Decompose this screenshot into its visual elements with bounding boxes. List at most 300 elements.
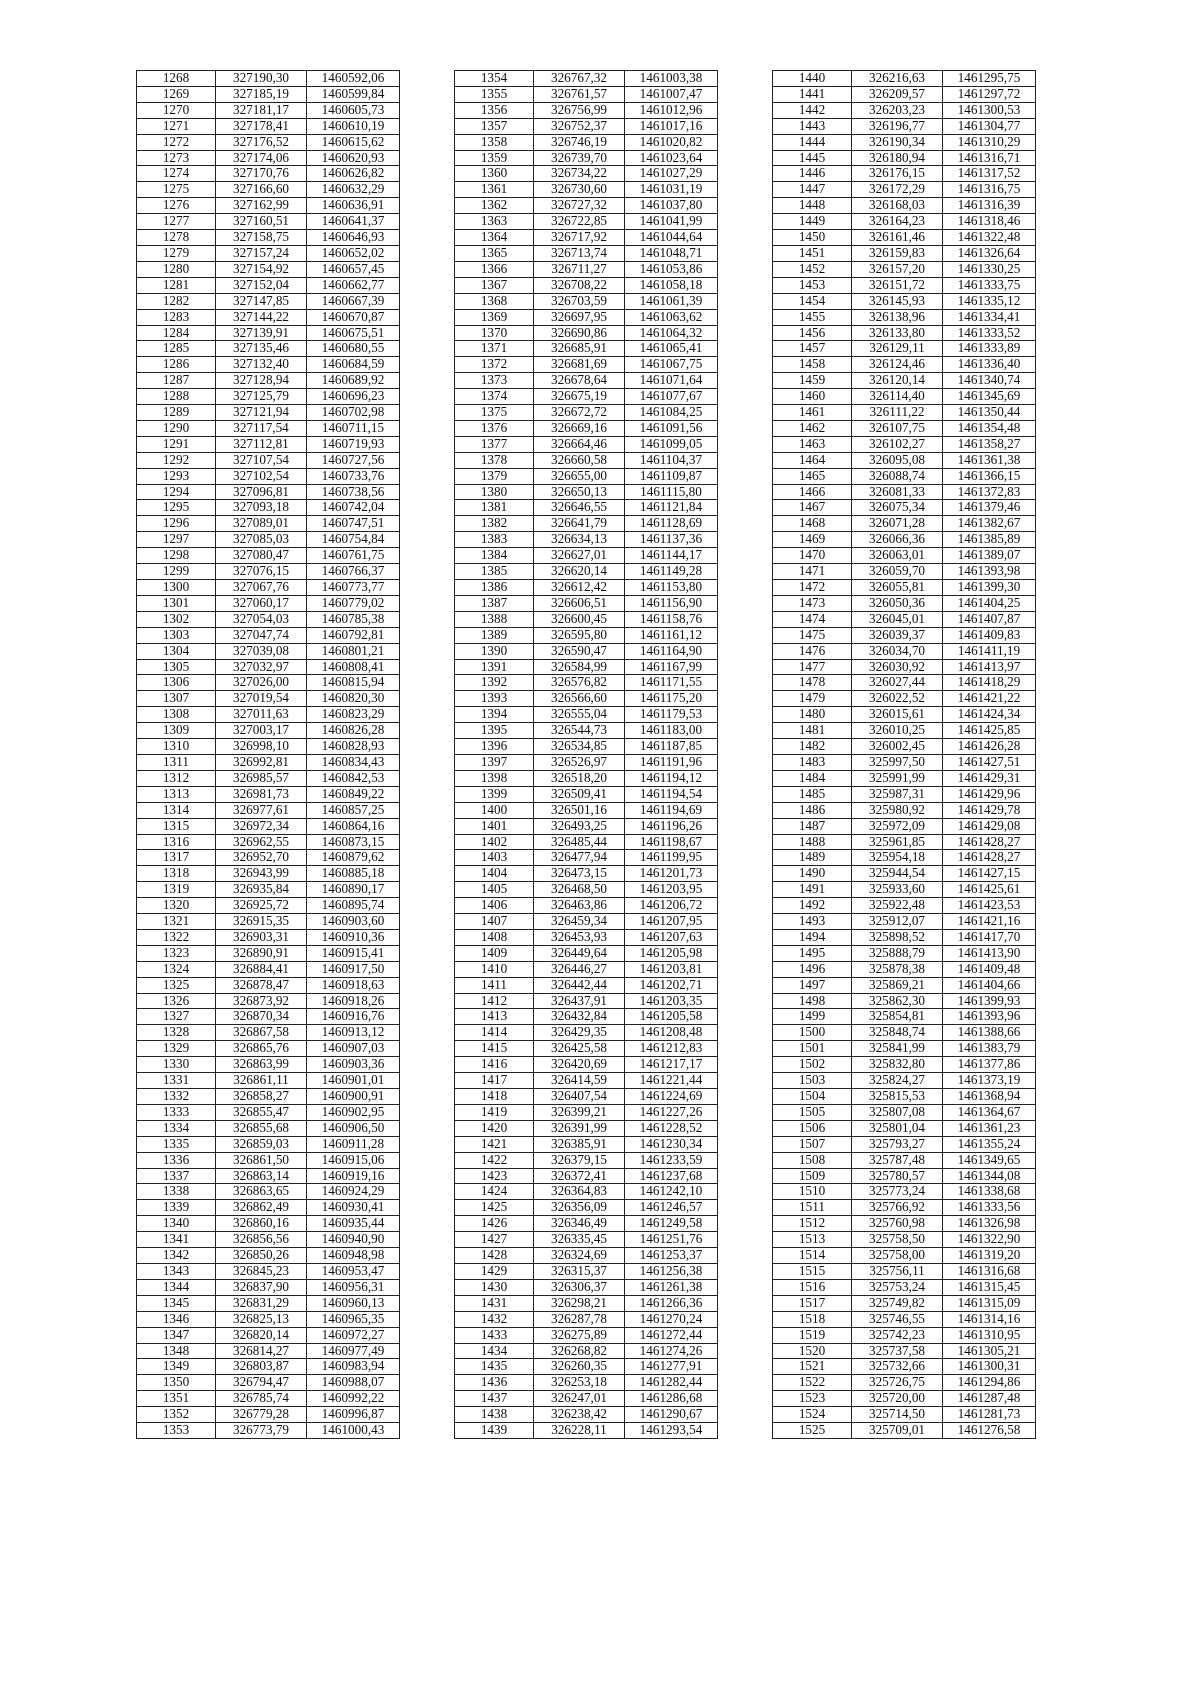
y-coordinate-cell: 1461084,25 [625, 405, 718, 421]
y-coordinate-cell: 1461364,67 [943, 1104, 1036, 1120]
y-coordinate-cell: 1460662,77 [307, 277, 400, 293]
point-number-cell: 1284 [137, 325, 216, 341]
x-coordinate-cell: 326855,68 [216, 1120, 307, 1136]
point-number-cell: 1414 [455, 1025, 534, 1041]
point-number-cell: 1517 [773, 1295, 852, 1311]
table-row [137, 675, 400, 691]
point-number-cell: 1367 [455, 277, 534, 293]
point-number-cell: 1333 [137, 1104, 216, 1120]
y-coordinate-cell: 1461304,77 [943, 118, 1036, 134]
x-coordinate-cell: 327032,97 [216, 659, 307, 675]
point-number-cell: 1317 [137, 850, 216, 866]
y-coordinate-cell: 1460641,37 [307, 214, 400, 230]
x-coordinate-cell: 326814,27 [216, 1343, 307, 1359]
table-row [773, 1375, 1036, 1391]
point-number-cell: 1381 [455, 500, 534, 516]
x-coordinate-cell: 326794,47 [216, 1375, 307, 1391]
table-row [773, 691, 1036, 707]
point-number-cell: 1464 [773, 452, 852, 468]
y-coordinate-cell: 1461428,27 [943, 850, 1036, 866]
x-coordinate-cell: 326739,70 [534, 150, 625, 166]
y-coordinate-cell: 1461037,80 [625, 198, 718, 214]
point-number-cell: 1395 [455, 723, 534, 739]
y-coordinate-cell: 1461272,44 [625, 1327, 718, 1343]
table-row [137, 325, 400, 341]
point-number-cell: 1358 [455, 134, 534, 150]
point-number-cell: 1315 [137, 818, 216, 834]
point-number-cell: 1311 [137, 754, 216, 770]
x-coordinate-cell: 326425,58 [534, 1041, 625, 1057]
table-row [137, 166, 400, 182]
y-coordinate-cell: 1460919,16 [307, 1168, 400, 1184]
point-number-cell: 1429 [455, 1263, 534, 1279]
y-coordinate-cell: 1461358,27 [943, 436, 1036, 452]
point-number-cell: 1468 [773, 516, 852, 532]
x-coordinate-cell: 326870,34 [216, 1009, 307, 1025]
table-row [773, 1025, 1036, 1041]
x-coordinate-cell: 326364,83 [534, 1184, 625, 1200]
y-coordinate-cell: 1460801,21 [307, 643, 400, 659]
point-number-cell: 1458 [773, 357, 852, 373]
y-coordinate-cell: 1461334,41 [943, 309, 1036, 325]
x-coordinate-cell: 326432,84 [534, 1009, 625, 1025]
table-row [773, 548, 1036, 564]
y-coordinate-cell: 1461149,28 [625, 564, 718, 580]
x-coordinate-cell: 326972,34 [216, 818, 307, 834]
point-number-cell: 1306 [137, 675, 216, 691]
table-row [455, 1263, 718, 1279]
table-row [137, 834, 400, 850]
x-coordinate-cell: 326493,25 [534, 818, 625, 834]
y-coordinate-cell: 1460689,92 [307, 373, 400, 389]
table-row [455, 420, 718, 436]
x-coordinate-cell: 326022,52 [852, 691, 943, 707]
table-row [137, 389, 400, 405]
y-coordinate-cell: 1461058,18 [625, 277, 718, 293]
y-coordinate-cell: 1461212,83 [625, 1041, 718, 1057]
table-row [137, 739, 400, 755]
table-row [773, 882, 1036, 898]
y-coordinate-cell: 1460953,47 [307, 1263, 400, 1279]
table-row [773, 389, 1036, 405]
y-coordinate-cell: 1461208,48 [625, 1025, 718, 1041]
x-coordinate-cell: 326850,26 [216, 1248, 307, 1264]
point-number-cell: 1400 [455, 802, 534, 818]
table-row [773, 166, 1036, 182]
table-row [137, 150, 400, 166]
point-number-cell: 1412 [455, 993, 534, 1009]
table-row [773, 214, 1036, 230]
y-coordinate-cell: 1460913,12 [307, 1025, 400, 1041]
point-number-cell: 1299 [137, 564, 216, 580]
point-number-cell: 1417 [455, 1073, 534, 1089]
x-coordinate-cell: 325972,09 [852, 818, 943, 834]
x-coordinate-cell: 326746,19 [534, 134, 625, 150]
y-coordinate-cell: 1460808,41 [307, 659, 400, 675]
table-row [773, 1041, 1036, 1057]
x-coordinate-cell: 325869,21 [852, 977, 943, 993]
y-coordinate-cell: 1460911,28 [307, 1136, 400, 1152]
table-row [137, 420, 400, 436]
y-coordinate-cell: 1461205,58 [625, 1009, 718, 1025]
x-coordinate-cell: 326027,44 [852, 675, 943, 691]
point-number-cell: 1365 [455, 245, 534, 261]
x-coordinate-cell: 326473,15 [534, 866, 625, 882]
table-row [137, 1152, 400, 1168]
x-coordinate-cell: 326045,01 [852, 611, 943, 627]
y-coordinate-cell: 1461368,94 [943, 1089, 1036, 1105]
y-coordinate-cell: 1460918,63 [307, 977, 400, 993]
table-row [137, 277, 400, 293]
point-number-cell: 1337 [137, 1168, 216, 1184]
point-number-cell: 1510 [773, 1184, 852, 1200]
y-coordinate-cell: 1461344,08 [943, 1168, 1036, 1184]
y-coordinate-cell: 1460754,84 [307, 532, 400, 548]
x-coordinate-cell: 326176,15 [852, 166, 943, 182]
table-row [773, 564, 1036, 580]
table-row [455, 770, 718, 786]
x-coordinate-cell: 326453,93 [534, 929, 625, 945]
x-coordinate-cell: 326034,70 [852, 643, 943, 659]
x-coordinate-cell: 327085,03 [216, 532, 307, 548]
point-number-cell: 1327 [137, 1009, 216, 1025]
point-number-cell: 1434 [455, 1343, 534, 1359]
x-coordinate-cell: 326590,47 [534, 643, 625, 659]
x-coordinate-cell: 326168,03 [852, 198, 943, 214]
y-coordinate-cell: 1461310,95 [943, 1327, 1036, 1343]
x-coordinate-cell: 326998,10 [216, 739, 307, 755]
x-coordinate-cell: 326717,92 [534, 230, 625, 246]
point-number-cell: 1407 [455, 914, 534, 930]
y-coordinate-cell: 1460680,55 [307, 341, 400, 357]
table-row [137, 1041, 400, 1057]
x-coordinate-cell: 326620,14 [534, 564, 625, 580]
table-row [773, 420, 1036, 436]
x-coordinate-cell: 326129,11 [852, 341, 943, 357]
x-coordinate-cell: 326407,54 [534, 1089, 625, 1105]
table-row [137, 1263, 400, 1279]
table-row [137, 357, 400, 373]
x-coordinate-cell: 326247,01 [534, 1391, 625, 1407]
point-number-cell: 1487 [773, 818, 852, 834]
point-number-cell: 1342 [137, 1248, 216, 1264]
point-number-cell: 1273 [137, 150, 216, 166]
x-coordinate-cell: 325854,81 [852, 1009, 943, 1025]
y-coordinate-cell: 1461242,10 [625, 1184, 718, 1200]
point-number-cell: 1426 [455, 1216, 534, 1232]
y-coordinate-cell: 1460620,93 [307, 150, 400, 166]
coordinate-table-2 [454, 70, 718, 1439]
point-number-cell: 1454 [773, 293, 852, 309]
x-coordinate-cell: 326063,01 [852, 548, 943, 564]
x-coordinate-cell: 326463,86 [534, 898, 625, 914]
table-row [455, 1232, 718, 1248]
y-coordinate-cell: 1461424,34 [943, 707, 1036, 723]
point-number-cell: 1305 [137, 659, 216, 675]
x-coordinate-cell: 326059,70 [852, 564, 943, 580]
y-coordinate-cell: 1461300,31 [943, 1359, 1036, 1375]
table-row [137, 945, 400, 961]
table-row [455, 977, 718, 993]
y-coordinate-cell: 1461429,96 [943, 786, 1036, 802]
x-coordinate-cell: 326675,19 [534, 389, 625, 405]
x-coordinate-cell: 326391,99 [534, 1120, 625, 1136]
table-row [455, 882, 718, 898]
y-coordinate-cell: 1461290,67 [625, 1407, 718, 1423]
table-row [455, 866, 718, 882]
point-number-cell: 1291 [137, 436, 216, 452]
table-row [137, 230, 400, 246]
y-coordinate-cell: 1461393,98 [943, 564, 1036, 580]
x-coordinate-cell: 326145,93 [852, 293, 943, 309]
x-coordinate-cell: 326727,32 [534, 198, 625, 214]
table-row [137, 1311, 400, 1327]
x-coordinate-cell: 325760,98 [852, 1216, 943, 1232]
point-number-cell: 1318 [137, 866, 216, 882]
point-number-cell: 1467 [773, 500, 852, 516]
point-number-cell: 1371 [455, 341, 534, 357]
y-coordinate-cell: 1461300,53 [943, 102, 1036, 118]
point-number-cell: 1303 [137, 627, 216, 643]
point-number-cell: 1444 [773, 134, 852, 150]
x-coordinate-cell: 327121,94 [216, 405, 307, 421]
point-number-cell: 1275 [137, 182, 216, 198]
point-number-cell: 1316 [137, 834, 216, 850]
table-row [773, 595, 1036, 611]
x-coordinate-cell: 327157,24 [216, 245, 307, 261]
table-row [455, 723, 718, 739]
x-coordinate-cell: 326015,61 [852, 707, 943, 723]
point-number-cell: 1492 [773, 898, 852, 914]
y-coordinate-cell: 1461427,51 [943, 754, 1036, 770]
point-number-cell: 1373 [455, 373, 534, 389]
table-row [137, 1375, 400, 1391]
table-row [137, 786, 400, 802]
y-coordinate-cell: 1460916,76 [307, 1009, 400, 1025]
point-number-cell: 1340 [137, 1216, 216, 1232]
x-coordinate-cell: 326306,37 [534, 1279, 625, 1295]
point-number-cell: 1346 [137, 1311, 216, 1327]
x-coordinate-cell: 326157,20 [852, 261, 943, 277]
y-coordinate-cell: 1461203,81 [625, 961, 718, 977]
y-coordinate-cell: 1461286,68 [625, 1391, 718, 1407]
table-row [773, 1248, 1036, 1264]
y-coordinate-cell: 1461281,73 [943, 1407, 1036, 1423]
y-coordinate-cell: 1461293,54 [625, 1423, 718, 1439]
x-coordinate-cell: 327190,30 [216, 71, 307, 87]
table-row [773, 436, 1036, 452]
x-coordinate-cell: 327174,06 [216, 150, 307, 166]
x-coordinate-cell: 326161,46 [852, 230, 943, 246]
x-coordinate-cell: 326697,95 [534, 309, 625, 325]
table-row [455, 1279, 718, 1295]
point-number-cell: 1384 [455, 548, 534, 564]
point-number-cell: 1479 [773, 691, 852, 707]
x-coordinate-cell: 326711,27 [534, 261, 625, 277]
x-coordinate-cell: 326669,16 [534, 420, 625, 436]
table-row [773, 993, 1036, 1009]
point-number-cell: 1457 [773, 341, 852, 357]
point-number-cell: 1516 [773, 1279, 852, 1295]
table-row [455, 818, 718, 834]
table-row [455, 1327, 718, 1343]
point-number-cell: 1310 [137, 739, 216, 755]
point-number-cell: 1272 [137, 134, 216, 150]
x-coordinate-cell: 326837,90 [216, 1279, 307, 1295]
y-coordinate-cell: 1460719,93 [307, 436, 400, 452]
x-coordinate-cell: 325912,07 [852, 914, 943, 930]
y-coordinate-cell: 1461227,26 [625, 1104, 718, 1120]
point-number-cell: 1493 [773, 914, 852, 930]
point-number-cell: 1334 [137, 1120, 216, 1136]
table-row [773, 1423, 1036, 1439]
point-number-cell: 1518 [773, 1311, 852, 1327]
y-coordinate-cell: 1461428,27 [943, 834, 1036, 850]
point-number-cell: 1406 [455, 898, 534, 914]
point-number-cell: 1378 [455, 452, 534, 468]
y-coordinate-cell: 1461333,52 [943, 325, 1036, 341]
point-number-cell: 1460 [773, 389, 852, 405]
x-coordinate-cell: 326655,00 [534, 468, 625, 484]
y-coordinate-cell: 1461206,72 [625, 898, 718, 914]
table-row [137, 961, 400, 977]
y-coordinate-cell: 1461256,38 [625, 1263, 718, 1279]
table-row [455, 802, 718, 818]
table-row [773, 134, 1036, 150]
x-coordinate-cell: 326209,57 [852, 86, 943, 102]
y-coordinate-cell: 1461429,31 [943, 770, 1036, 786]
point-number-cell: 1372 [455, 357, 534, 373]
point-number-cell: 1363 [455, 214, 534, 230]
y-coordinate-cell: 1461326,64 [943, 245, 1036, 261]
y-coordinate-cell: 1460834,43 [307, 754, 400, 770]
y-coordinate-cell: 1461067,75 [625, 357, 718, 373]
table-row [455, 945, 718, 961]
y-coordinate-cell: 1461429,08 [943, 818, 1036, 834]
x-coordinate-cell: 326010,25 [852, 723, 943, 739]
x-coordinate-cell: 327125,79 [216, 389, 307, 405]
y-coordinate-cell: 1461427,15 [943, 866, 1036, 882]
table-row [137, 580, 400, 596]
y-coordinate-cell: 1461399,30 [943, 580, 1036, 596]
table-row [455, 341, 718, 357]
x-coordinate-cell: 327158,75 [216, 230, 307, 246]
y-coordinate-cell: 1461335,12 [943, 293, 1036, 309]
point-number-cell: 1357 [455, 118, 534, 134]
y-coordinate-cell: 1461063,62 [625, 309, 718, 325]
y-coordinate-cell: 1461385,89 [943, 532, 1036, 548]
y-coordinate-cell: 1460626,82 [307, 166, 400, 182]
x-coordinate-cell: 326785,74 [216, 1391, 307, 1407]
table-row [137, 484, 400, 500]
point-number-cell: 1321 [137, 914, 216, 930]
point-number-cell: 1279 [137, 245, 216, 261]
y-coordinate-cell: 1461228,52 [625, 1120, 718, 1136]
y-coordinate-cell: 1461205,98 [625, 945, 718, 961]
x-coordinate-cell: 325815,53 [852, 1089, 943, 1105]
point-number-cell: 1287 [137, 373, 216, 389]
x-coordinate-cell: 326114,40 [852, 389, 943, 405]
table-row [773, 818, 1036, 834]
x-coordinate-cell: 326095,08 [852, 452, 943, 468]
x-coordinate-cell: 326446,27 [534, 961, 625, 977]
point-number-cell: 1499 [773, 1009, 852, 1025]
point-number-cell: 1359 [455, 150, 534, 166]
x-coordinate-cell: 326873,92 [216, 993, 307, 1009]
y-coordinate-cell: 1461326,98 [943, 1216, 1036, 1232]
x-coordinate-cell: 326534,85 [534, 739, 625, 755]
point-number-cell: 1481 [773, 723, 852, 739]
x-coordinate-cell: 326860,16 [216, 1216, 307, 1232]
point-number-cell: 1280 [137, 261, 216, 277]
table-row [137, 866, 400, 882]
y-coordinate-cell: 1461270,24 [625, 1311, 718, 1327]
table-row [137, 1359, 400, 1375]
table-row [773, 293, 1036, 309]
y-coordinate-cell: 1461179,53 [625, 707, 718, 723]
point-number-cell: 1448 [773, 198, 852, 214]
table-row [137, 500, 400, 516]
table-row [137, 1232, 400, 1248]
table-row [773, 580, 1036, 596]
y-coordinate-cell: 1461316,71 [943, 150, 1036, 166]
y-coordinate-cell: 1460773,77 [307, 580, 400, 596]
table-row [455, 1152, 718, 1168]
point-number-cell: 1356 [455, 102, 534, 118]
x-coordinate-cell: 325793,27 [852, 1136, 943, 1152]
y-coordinate-cell: 1460960,13 [307, 1295, 400, 1311]
y-coordinate-cell: 1460917,50 [307, 961, 400, 977]
table-row [773, 325, 1036, 341]
y-coordinate-cell: 1460711,15 [307, 420, 400, 436]
y-coordinate-cell: 1460907,03 [307, 1041, 400, 1057]
y-coordinate-cell: 1461354,48 [943, 420, 1036, 436]
point-number-cell: 1513 [773, 1232, 852, 1248]
point-number-cell: 1410 [455, 961, 534, 977]
point-number-cell: 1453 [773, 277, 852, 293]
y-coordinate-cell: 1461266,36 [625, 1295, 718, 1311]
y-coordinate-cell: 1461171,55 [625, 675, 718, 691]
y-coordinate-cell: 1460900,91 [307, 1089, 400, 1105]
y-coordinate-cell: 1461389,07 [943, 548, 1036, 564]
y-coordinate-cell: 1461194,54 [625, 786, 718, 802]
table-row [455, 786, 718, 802]
y-coordinate-cell: 1461077,67 [625, 389, 718, 405]
table-row [773, 1311, 1036, 1327]
y-coordinate-cell: 1461109,87 [625, 468, 718, 484]
point-number-cell: 1427 [455, 1232, 534, 1248]
table-row [773, 754, 1036, 770]
table-row [455, 675, 718, 691]
x-coordinate-cell: 326952,70 [216, 850, 307, 866]
x-coordinate-cell: 326730,60 [534, 182, 625, 198]
x-coordinate-cell: 326124,46 [852, 357, 943, 373]
y-coordinate-cell: 1460696,23 [307, 389, 400, 405]
y-coordinate-cell: 1461065,41 [625, 341, 718, 357]
x-coordinate-cell: 326992,81 [216, 754, 307, 770]
point-number-cell: 1509 [773, 1168, 852, 1184]
x-coordinate-cell: 325714,50 [852, 1407, 943, 1423]
x-coordinate-cell: 325848,74 [852, 1025, 943, 1041]
x-coordinate-cell: 326634,13 [534, 532, 625, 548]
x-coordinate-cell: 326164,23 [852, 214, 943, 230]
x-coordinate-cell: 326878,47 [216, 977, 307, 993]
x-coordinate-cell: 325991,99 [852, 770, 943, 786]
table-row [455, 516, 718, 532]
y-coordinate-cell: 1461012,96 [625, 102, 718, 118]
y-coordinate-cell: 1461041,99 [625, 214, 718, 230]
point-number-cell: 1313 [137, 786, 216, 802]
